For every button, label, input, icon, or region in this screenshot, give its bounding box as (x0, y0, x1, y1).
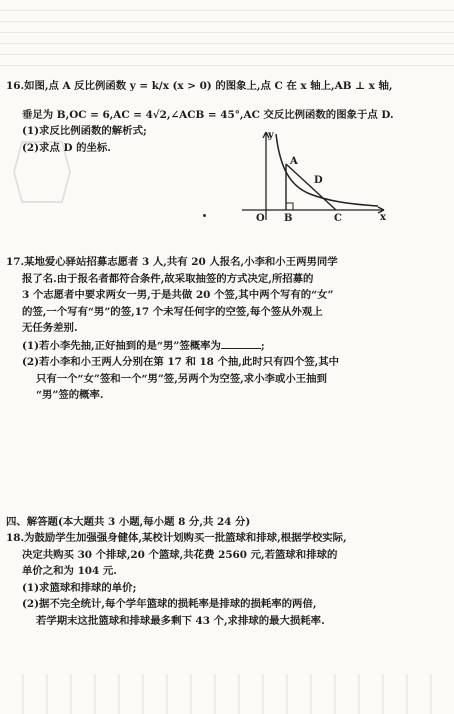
q16-stem-line-2: 垂足为 B,OC = 6,AC = 4√2,∠ACB = 45°,AC 交反比例函数的图象于点 D. (22, 108, 394, 121)
label-a: A (290, 156, 298, 167)
bleed-through-top (0, 0, 454, 70)
bleed-through-bottom (0, 674, 454, 714)
q17-sub-1-end: ; (260, 339, 265, 352)
label-b: B (284, 213, 293, 224)
q18-sub-2-line-1: (2)据不完全统计,每个学年篮球的损耗率是排球的损耗率的两倍, (22, 598, 317, 610)
q17-sub-1-text: (1)若小李先抽,正好抽到的是“男”签概率为 (22, 339, 221, 352)
q18-line-2: 决定共购买 30 个排球,20 个篮球,共花费 2560 元,若篮球和排球的 (22, 548, 338, 561)
q18-sub-2-line-2: 若学期末这批篮球和排球最多剩下 43 个,求排球的最大损耗率. (36, 614, 325, 627)
q17-sub-2-line-1: (2)若小李和小王两人分别在第 17 和 18 个抽,此时只有四个签,其中 (22, 356, 340, 368)
q16-sub-2: (2)求点 D 的坐标. (22, 141, 111, 154)
q17-sub-2-line-2: 只有一个“女”签和一个“男”签,另两个为空签,求小李或小王抽到 (36, 372, 327, 385)
q18-sub-1: (1)求篮球和排球的单价; (22, 581, 137, 594)
q16-stem-line-1: 16.如图,点 A 反比例函数 y = k/x (x > 0) 的图象上,点 C 在 x 轴上,AB ⊥ x 轴, (6, 80, 393, 92)
label-o: O (256, 213, 265, 224)
q18-line-3: 单价之和为 104 元. (22, 565, 117, 577)
label-d: D (314, 175, 323, 186)
q16-figure (238, 128, 390, 224)
question-18 (6, 530, 436, 629)
label-y: y (268, 130, 274, 141)
q17-line-1: 17.某地爱心驿站招募志愿者 3 人,共有 20 人报名,小李和小王两男同学 (6, 256, 338, 268)
q17-sub-1 (6, 337, 436, 355)
stray-dot (203, 214, 206, 217)
answer-blank[interactable] (221, 337, 261, 349)
right-angle-mark (286, 203, 293, 210)
q17-line-4: 的签,一个写有“男”的签,17 个未写任何字的空签,每个签从外观上 (22, 305, 323, 318)
q18-line-1: 18.为鼓励学生加强强身健体,某校计划购买一批篮球和排球,根据学校实际, (6, 532, 347, 544)
q17-line-3: 3 个志愿者中要求两女一男,于是共做 20 个签,其中两个写有的“女” (22, 289, 334, 301)
q17-line-5: 无任务差别. (22, 322, 78, 334)
section-4-heading: 四、解答题(本大题共 3 小题,每小题 8 分,共 24 分) (6, 516, 251, 528)
label-x: x (380, 212, 386, 223)
q17-sub-2-line-3: “男”签的概率. (36, 389, 104, 401)
question-17 (6, 254, 436, 404)
label-c: C (334, 213, 342, 224)
q16-sub-1: (1)求反比例函数的解析式; (22, 125, 147, 137)
inverse-curve (276, 134, 378, 206)
q17-line-2: 报了名.由于报名者都符合条件,故采取抽签的方式决定,所招募的 (22, 272, 314, 285)
